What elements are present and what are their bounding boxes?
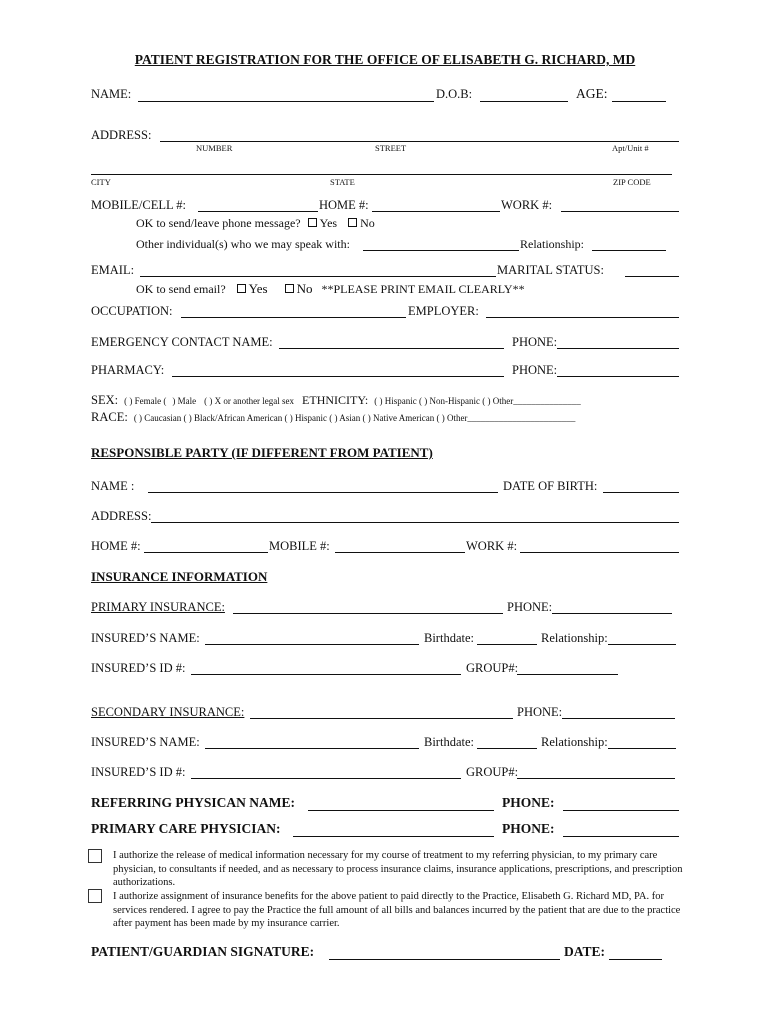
- address-number-hint: NUMBER: [196, 143, 233, 153]
- ok-email-label: OK to send email?: [136, 282, 226, 296]
- race-options[interactable]: ( ) Caucasian ( ) Black/African American ( ) Hispanic ( ) Asian ( ) Native American ( ) Other________________________: [133, 413, 576, 423]
- responsible-work-label: WORK #:: [466, 539, 518, 553]
- emergency-phone-label: PHONE:: [512, 335, 558, 349]
- ethnicity-options[interactable]: ( ) Hispanic ( ) Non-Hispanic ( ) Other_______________: [374, 396, 581, 406]
- mobile-label: MOBILE/CELL #:: [91, 198, 187, 212]
- assignment-authorization-text: I authorize assignment of insurance benefits for the above patient to paid directly to the Practice, Elisabeth G. Richard MD, PA. for services rendered. I agree to pay the Practice the full amount of all bills and balances incurred by the patient that are due to the practice after payment has been made by my insurance carrier.: [113, 891, 681, 929]
- sex-other-option[interactable]: ( ) X or another legal sex: [204, 396, 295, 406]
- work-field[interactable]: [561, 210, 679, 212]
- ok-email-yes-checkbox[interactable]: [237, 284, 246, 293]
- emergency-phone-field[interactable]: [557, 347, 679, 349]
- primary-insurance-phone-field[interactable]: [552, 612, 672, 614]
- email-label: EMAIL:: [91, 263, 135, 277]
- race-label: RACE:: [91, 410, 128, 424]
- ok-message-no-label: No: [360, 216, 375, 230]
- work-label: WORK #:: [501, 198, 553, 212]
- primary-care-physician-field[interactable]: [293, 835, 494, 837]
- occupation-label: OCCUPATION:: [91, 304, 173, 318]
- primary-insurance-phone-label: PHONE:: [507, 600, 553, 614]
- employer-label: EMPLOYER:: [408, 304, 479, 318]
- primary-insured-name-field[interactable]: [205, 643, 419, 645]
- secondary-insurance-label: SECONDARY INSURANCE:: [91, 705, 245, 719]
- primary-insurance-field[interactable]: [233, 612, 503, 614]
- signature-date-field[interactable]: [609, 958, 662, 960]
- release-authorization-text: I authorize the release of medical information necessary for my course of treatment to my referring physician, to my primary care physician, to consultants if needed, and as necessary to process insurance claims, insurance applications, prescriptions, and prescription authorizations.: [113, 850, 683, 888]
- ok-message-yes-checkbox[interactable]: [308, 218, 317, 227]
- pharmacy-label: PHARMACY:: [91, 363, 165, 377]
- responsible-home-label: HOME #:: [91, 539, 141, 553]
- referring-physician-label: REFERRING PHYSICAN NAME:: [91, 795, 296, 810]
- dob-field[interactable]: [480, 100, 568, 102]
- secondary-relationship-label: Relationship:: [541, 735, 608, 749]
- pharmacy-phone-label: PHONE:: [512, 363, 558, 377]
- responsible-address-field[interactable]: [151, 521, 679, 523]
- referring-phone-label: PHONE:: [502, 795, 555, 810]
- secondary-birthdate-field[interactable]: [477, 747, 537, 749]
- secondary-insured-id-label: INSURED’S ID #:: [91, 765, 186, 779]
- primary-insurance-label: PRIMARY INSURANCE:: [91, 600, 225, 614]
- primary-insured-id-field[interactable]: [191, 673, 461, 675]
- address-state-hint: STATE: [330, 177, 355, 187]
- responsible-home-field[interactable]: [144, 551, 268, 553]
- ok-message-no-checkbox[interactable]: [348, 218, 357, 227]
- primary-care-phone-label: PHONE:: [502, 821, 555, 836]
- responsible-party-heading: RESPONSIBLE PARTY (IF DIFFERENT FROM PATIENT): [91, 445, 433, 460]
- ethnicity-label: ETHNICITY:: [302, 393, 369, 407]
- responsible-name-field[interactable]: [148, 491, 498, 493]
- ok-email-no-checkbox[interactable]: [285, 284, 294, 293]
- ok-email-yes-label: Yes: [248, 281, 268, 296]
- responsible-mobile-field[interactable]: [335, 551, 465, 553]
- ok-message-yes-label: Yes: [319, 216, 338, 230]
- sex-ethnicity-row: [91, 391, 581, 409]
- responsible-mobile-label: MOBILE #:: [269, 539, 330, 553]
- marital-status-field[interactable]: [625, 275, 679, 277]
- primary-insured-id-label: INSURED’S ID #:: [91, 661, 186, 675]
- responsible-dob-field[interactable]: [603, 491, 679, 493]
- sex-male-option[interactable]: ) Male: [172, 396, 197, 406]
- home-label: HOME #:: [319, 198, 369, 212]
- primary-group-label: GROUP#:: [466, 661, 519, 675]
- primary-birthdate-field[interactable]: [477, 643, 537, 645]
- age-label: AGE:: [576, 86, 608, 101]
- occupation-field[interactable]: [181, 316, 406, 318]
- address-city-field[interactable]: [91, 173, 672, 175]
- responsible-name-label: NAME :: [91, 479, 135, 493]
- referring-physician-field[interactable]: [308, 809, 494, 811]
- marital-status-label: MARITAL STATUS:: [497, 263, 604, 277]
- address-label: ADDRESS:: [91, 128, 152, 142]
- race-row: [91, 408, 575, 426]
- signature-field[interactable]: [329, 958, 560, 960]
- address-street-hint: STREET: [375, 143, 407, 153]
- sex-female-option[interactable]: ( ) Female (: [124, 396, 167, 406]
- secondary-group-field[interactable]: [517, 777, 675, 779]
- primary-relationship-field[interactable]: [608, 643, 676, 645]
- secondary-insurance-phone-label: PHONE:: [517, 705, 563, 719]
- responsible-address-label: ADDRESS:: [91, 509, 152, 523]
- insurance-heading: INSURANCE INFORMATION: [91, 569, 268, 584]
- secondary-insurance-field[interactable]: [250, 717, 513, 719]
- address-zip-hint: ZIP CODE: [613, 177, 651, 187]
- primary-care-physician-label: PRIMARY CARE PHYSICIAN:: [91, 821, 281, 836]
- dob-label: D.O.B:: [436, 87, 473, 101]
- responsible-dob-label: DATE OF BIRTH:: [503, 479, 598, 493]
- primary-group-field[interactable]: [517, 673, 618, 675]
- primary-relationship-label: Relationship:: [541, 631, 608, 645]
- secondary-group-label: GROUP#:: [466, 765, 519, 779]
- pharmacy-field[interactable]: [172, 375, 504, 377]
- home-field[interactable]: [372, 210, 500, 212]
- ok-email-row: [136, 281, 525, 297]
- primary-insured-name-label: INSURED’S NAME:: [91, 631, 200, 645]
- secondary-insured-id-field[interactable]: [191, 777, 461, 779]
- employer-field[interactable]: [486, 316, 679, 318]
- ok-email-no-label: No: [296, 281, 313, 296]
- secondary-insured-name-label: INSURED’S NAME:: [91, 735, 200, 749]
- name-label: NAME:: [91, 87, 132, 101]
- responsible-work-field[interactable]: [520, 551, 679, 553]
- primary-care-phone-field[interactable]: [563, 835, 679, 837]
- other-relationship-field[interactable]: [592, 249, 666, 251]
- email-field[interactable]: [140, 275, 496, 277]
- referring-phone-field[interactable]: [563, 809, 679, 811]
- sex-label: SEX:: [91, 393, 119, 407]
- mobile-field[interactable]: [198, 210, 318, 212]
- secondary-insurance-phone-field[interactable]: [562, 717, 675, 719]
- age-field[interactable]: [612, 100, 666, 102]
- other-individuals-label: Other individual(s) who we may speak with:: [136, 237, 350, 251]
- print-email-note: **PLEASE PRINT EMAIL CLEARLY**: [321, 282, 525, 296]
- ok-message-row: [136, 216, 375, 231]
- emergency-contact-label: EMERGENCY CONTACT NAME:: [91, 335, 273, 349]
- other-relationship-label: Relationship:: [520, 237, 584, 251]
- primary-birthdate-label: Birthdate:: [424, 631, 474, 645]
- pharmacy-phone-field[interactable]: [557, 375, 679, 377]
- signature-date-label: DATE:: [564, 944, 606, 959]
- emergency-contact-field[interactable]: [279, 347, 504, 349]
- secondary-relationship-field[interactable]: [608, 747, 676, 749]
- ok-message-label: OK to send/leave phone message?: [136, 216, 301, 230]
- other-individuals-field[interactable]: [363, 249, 519, 251]
- assignment-authorization-checkbox[interactable]: [88, 889, 102, 903]
- address-field[interactable]: [160, 140, 679, 142]
- signature-label: PATIENT/GUARDIAN SIGNATURE:: [91, 944, 315, 959]
- name-field[interactable]: [138, 100, 434, 102]
- release-authorization-checkbox[interactable]: [88, 849, 102, 863]
- secondary-birthdate-label: Birthdate:: [424, 735, 474, 749]
- address-city-hint: CITY: [91, 177, 111, 187]
- form-title: PATIENT REGISTRATION FOR THE OFFICE OF ELISABETH G. RICHARD, MD: [134, 52, 636, 67]
- address-apt-hint: Apt/Unit #: [612, 143, 649, 153]
- secondary-insured-name-field[interactable]: [205, 747, 419, 749]
